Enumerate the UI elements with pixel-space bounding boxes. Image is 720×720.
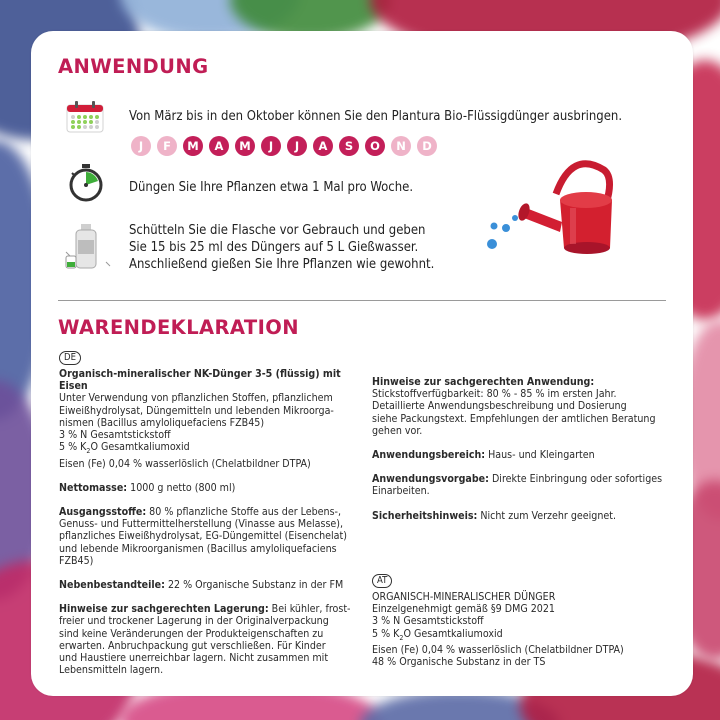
bottle-measuring-cup-icon — [64, 222, 112, 272]
anwendung-dosierung-text: Schütteln Sie die Flasche vor Gebrauch und geben Sie 15 bis 25 ml des Düngers auf 5 L Gießwasser. Anschließend gießen Sie Ihre Pflanzen wie gewohnt. — [129, 223, 435, 272]
month-badge: N — [391, 136, 411, 156]
month-badge: O — [365, 136, 385, 156]
anwendung-hinweise-heading: Hinweise zur sachgerechten Anwendung: — [372, 376, 595, 388]
month-badge: J — [131, 136, 151, 156]
anwendung-heading: ANWENDUNG — [58, 55, 209, 78]
month-badge: F — [157, 136, 177, 156]
nettomasse: Nettomasse: 1000 g netto (800 ml) — [59, 481, 236, 494]
anwendungsvorgabe: Anwendungsvorgabe: Direkte Einbringung oder sofortiges — [372, 473, 663, 486]
month-badge: A — [209, 136, 229, 156]
at-badge: AT — [372, 574, 392, 588]
de-kalium-line: 5 % $K_2O$ Gesamtkaliumoxid — [59, 441, 190, 456]
de-badge: DE — [59, 351, 81, 365]
month-row — [131, 136, 437, 156]
warendeklaration-heading: WARENDEKLARATION — [58, 316, 299, 339]
stopwatch-icon — [66, 163, 106, 203]
declaration-at-block: AT ORGANISCH-MINERALISCHER DÜNGER Einzelgenehmigt gemäß §9 DMG 2021 3 % N Gesamtstickstoff 5 % $K_2O$ Gesamtkaliumoxid Eisen (Fe) 0,04 % wasserlöslich (Chelatbildner DTPA) 48 % Organische Substanz in der TS — [372, 574, 672, 668]
sicherheitshinweis: Sicherheitshinweis: Nicht zum Verzehr geeignet. — [372, 509, 617, 522]
watering-can-icon — [484, 156, 634, 258]
month-badge: A — [313, 136, 333, 156]
month-badge: M — [183, 136, 203, 156]
section-divider — [58, 300, 666, 301]
lagerung-hinweise: Hinweise zur sachgerechten Lagerung: Bei kühler, frost- — [59, 603, 351, 616]
calendar-icon — [66, 101, 104, 133]
nebenbestandteile: Nebenbestandteile: 22 % Organische Substanz in der FM — [59, 578, 344, 591]
declaration-left-column: DE Organisch-mineralischer NK-Dünger 3-5 (flüssig) mit Eisen Unter Verwendung von pflanzlichen Stoffen, pflanzlichem Eiweißhydrolysat, Düngemitteln und lebenden Mikroorga- nismen (Bacillus amyloliquefaciens FZB45) 3 % N Gesamtstickstoff 5 % $K_2O$ Gesamtkaliumoxid Eisen (Fe) 0,04 % wasserlöslich (Chelatbildner DTPA) Nettomasse: 1000 g netto (800 ml) Ausgangsstoffe: 80 % pflanzliche Stoffe aus der Lebens-, Genuss- und Futtermittelherstellung (Vinasse aus Melasse), pflanzliches Eiweißhydrolysat, EG-Düngemittel (Eisenchelat) und lebende Mikroorganismen (Bacillus amyloliquefaciens FZB45) Nebenbestandteile: 22 % Organische Substanz in der FM Hinweise zur sachgerechten Lagerung: Bei kühler, frost- freier und trockener Lagerung in der Originalverpackung sind keine Veränderungen der Produkteigenschaften zu erwarten. Anbruchpackung gut verschließen. Für Kinder und Haustiere unerreichbar lagern. Nicht zusammen mit Lebensmitteln lagern. — [59, 351, 369, 676]
month-badge: M — [235, 136, 255, 156]
month-badge: S — [339, 136, 359, 156]
month-badge: J — [287, 136, 307, 156]
declaration-right-column: Hinweise zur sachgerechten Anwendung: Stickstoffverfügbarkeit: 80 % - 85 % im ersten Jahr. Detaillierte Anwendungsbeschreibung und Dosierung siehe Packungstext. Empfehlungen der amtlichen Beratung gehen vor. Anwendungsbereich: Haus- und Kleingarten Anwendungsvorgabe: Direkte Einbringung oder sofortiges Einarbeiten. Sicherheitshinweis: Nicht zum Verzehr geeignet. — [372, 376, 672, 522]
month-badge: D — [417, 136, 437, 156]
ausgangsstoffe: Ausgangsstoffe: 80 % pflanzliche Stoffe aus der Lebens-, — [59, 505, 342, 518]
month-badge: J — [261, 136, 281, 156]
de-heading: Organisch-mineralischer NK-Dünger 3-5 (flüssig) mit Eisen — [59, 368, 341, 393]
at-heading: ORGANISCH-MINERALISCHER DÜNGER — [372, 591, 556, 603]
at-kalium-line: 5 % $K_2O$ Gesamtkaliumoxid — [372, 627, 503, 642]
anwendungsbereich: Anwendungsbereich: Haus- und Kleingarten — [372, 449, 595, 462]
anwendung-zeitraum-text: Von März bis in den Oktober können Sie den Plantura Bio-Flüssigdünger ausbringen. — [129, 109, 623, 124]
anwendung-haeufigkeit-text: Düngen Sie Ihre Pflanzen etwa 1 Mal pro Woche. — [129, 180, 414, 195]
